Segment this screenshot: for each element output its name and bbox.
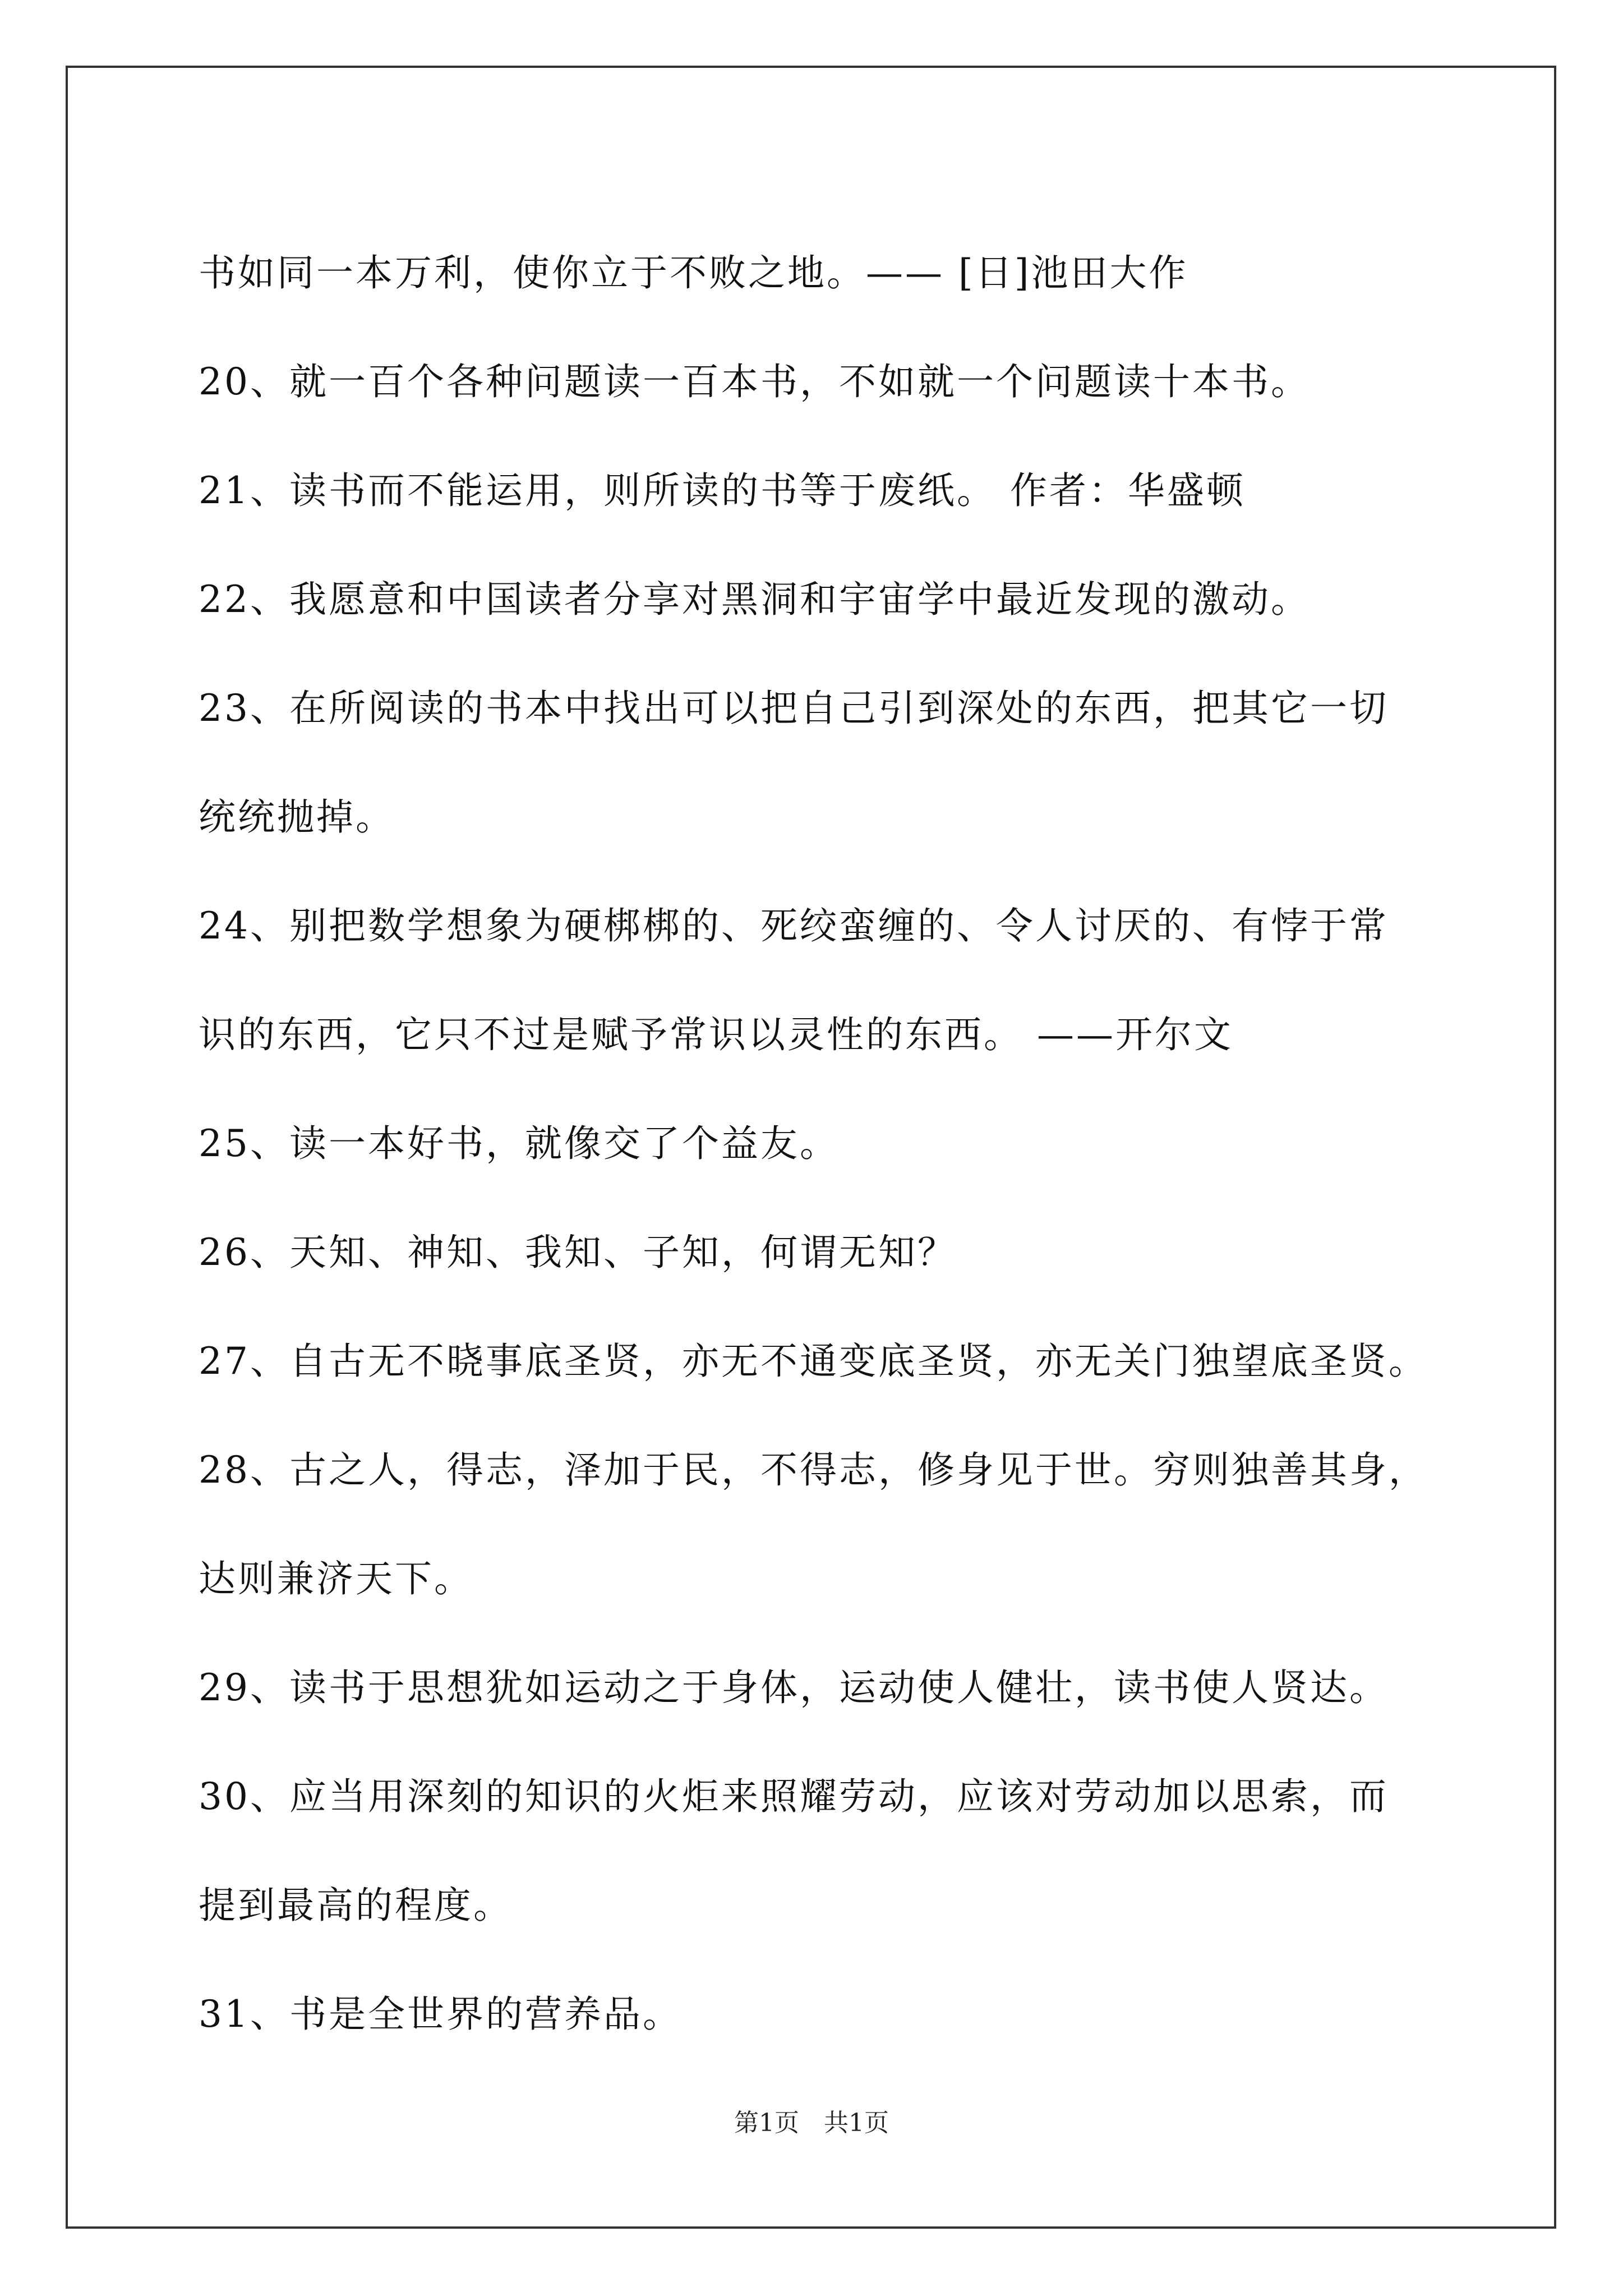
document-body (199, 219, 1488, 2069)
text-line: 21、读书而不能运用，则所读的书等于废纸。 作者：华盛顿 (199, 469, 1246, 512)
text-line: 26、天知、神知、我知、子知，何谓无知？ (199, 1231, 957, 1274)
text-line: 28、古之人，得志，泽加于民，不得志，修身见于世。穷则独善其身， (199, 1448, 1428, 1492)
text-line: 23、在所阅读的书本中找出可以把自己引到深处的东西，把其它一切 (199, 687, 1389, 730)
text-line: 31、书是全世界的营养品。 (199, 1993, 682, 2036)
text-line: 22、我愿意和中国读者分享对黑洞和宇宙学中最近发现的激动。 (199, 578, 1310, 621)
text-line: 29、读书于思想犹如运动之于身体，运动使人健壮，读书使人贤达。 (199, 1666, 1389, 1709)
text-line: 识的东西，它只不过是赋予常识以灵性的东西。 ——开尔文 (199, 1013, 1233, 1056)
text-line: 20、就一百个各种问题读一百本书，不如就一个问题读十本书。 (199, 360, 1310, 403)
text-line: 24、别把数学想象为硬梆梆的、死绞蛮缠的、令人讨厌的、有悖于常 (199, 904, 1389, 947)
text-line: 提到最高的程度。 (199, 1884, 513, 1927)
text-line: 统统抛掉。 (199, 795, 395, 839)
page-number-footer: 第1页 共1页 (734, 2109, 889, 2137)
text-line: 达则兼济天下。 (199, 1557, 473, 1600)
text-line: 25、读一本好书，就像交了个益友。 (199, 1122, 839, 1165)
text-line: 30、应当用深刻的知识的火炬来照耀劳动，应该对劳动加以思索，而 (199, 1775, 1389, 1818)
text-line: 书如同一本万利，使你立于不败之地。—— [日]池田大作 (199, 251, 1188, 295)
text-line: 27、自古无不晓事底圣贤，亦无不通变底圣贤，亦无关门独望底圣贤。 (199, 1340, 1428, 1383)
